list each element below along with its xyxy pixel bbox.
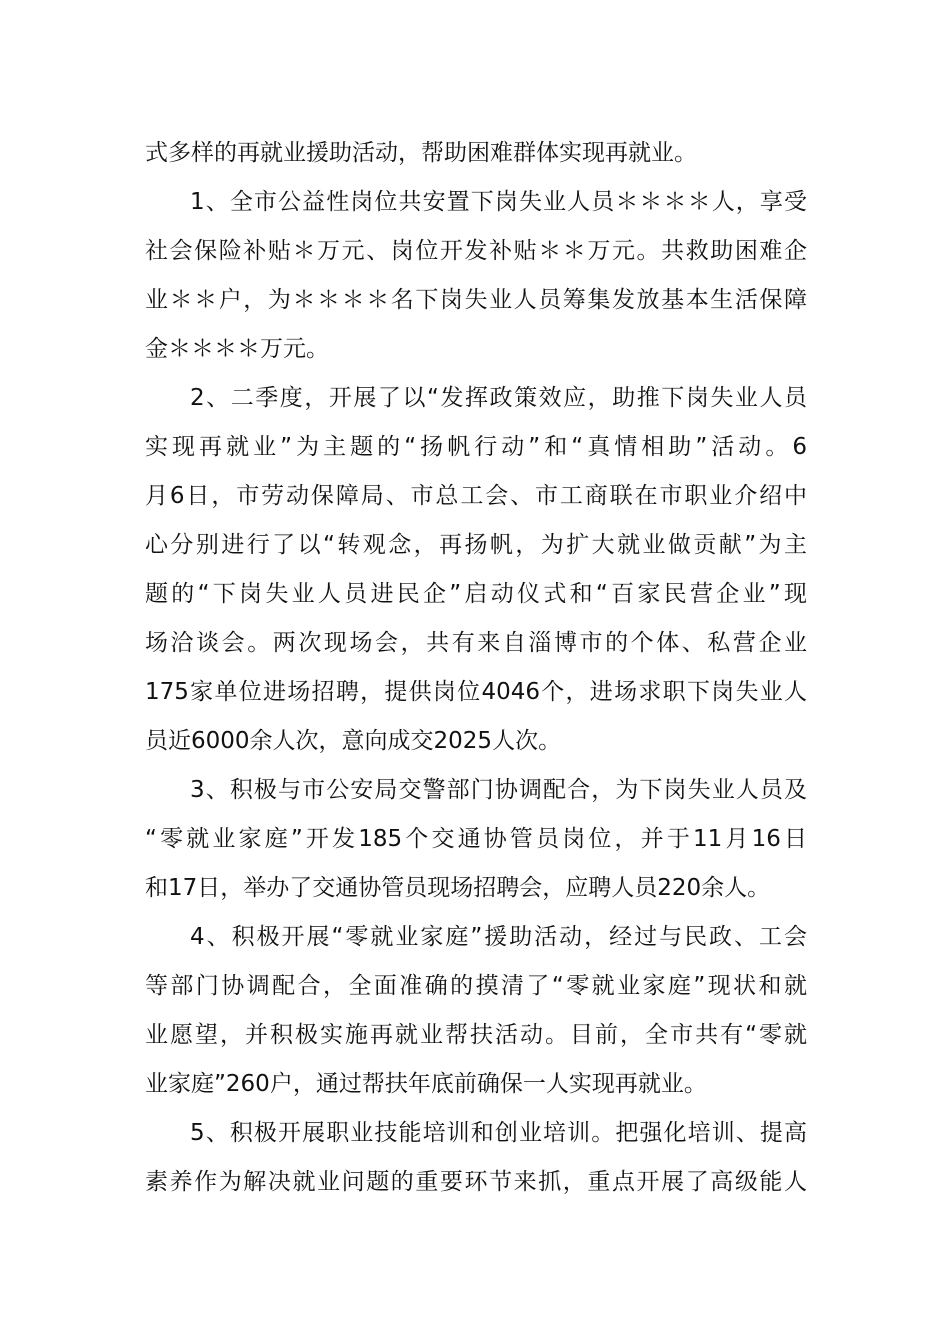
text-line: 社会保险补贴＊万元、岗位开发补贴＊＊万元。共救助困难企 bbox=[145, 238, 807, 264]
text-line: 175家单位进场招聘，提供岗位4046个，进场求职下岗失业人 bbox=[145, 679, 807, 705]
paragraph-1-line: 1、全市公益性岗位共安置下岗失业人员＊＊＊＊人，享受 bbox=[190, 189, 807, 215]
text-line: 等部门协调配合，全面准确的摸清了“零就业家庭”现状和就 bbox=[145, 973, 807, 999]
text-line: 素养作为解决就业问题的重要环节来抓，重点开展了高级能人 bbox=[145, 1169, 807, 1195]
text-line: 心分别进行了以“转观念，再扬帆，为扩大就业做贡献”为主 bbox=[145, 532, 807, 558]
text-line: 场洽谈会。两次现场会，共有来自淄博市的个体、私营企业 bbox=[145, 630, 807, 656]
paragraph-3-line: 3、积极与市公安局交警部门协调配合，为下岗失业人员及 bbox=[190, 777, 807, 803]
text-line: 业家庭”260户，通过帮扶年底前确保一人实现再就业。 bbox=[145, 1071, 707, 1097]
text-line: 题的“下岗失业人员进民企”启动仪式和“百家民营企业”现 bbox=[145, 581, 807, 607]
text-line: 员近6000余人次，意向成交2025人次。 bbox=[145, 728, 562, 754]
text-line: 业愿望，并积极实施再就业帮扶活动。目前，全市共有“零就 bbox=[145, 1022, 807, 1048]
text-line: 和17日，举办了交通协管员现场招聘会，应聘人员220余人。 bbox=[145, 875, 771, 901]
text-line: 实现再就业”为主题的“扬帆行动”和“真情相助”活动。6 bbox=[145, 434, 807, 460]
text-line: 式多样的再就业援助活动，帮助困难群体实现再就业。 bbox=[145, 140, 697, 166]
paragraph-2-line: 2、二季度，开展了以“发挥政策效应，助推下岗失业人员 bbox=[190, 385, 807, 411]
text-line: 金＊＊＊＊万元。 bbox=[145, 336, 329, 362]
text-line: 月6日，市劳动保障局、市总工会、市工商联在市职业介绍中 bbox=[145, 483, 807, 509]
paragraph-5-line: 5、积极开展职业技能培训和创业培训。把强化培训、提高 bbox=[190, 1120, 807, 1146]
text-line: 业＊＊户，为＊＊＊＊名下岗失业人员筹集发放基本生活保障 bbox=[145, 287, 807, 313]
paragraph-4-line: 4、积极开展“零就业家庭”援助活动，经过与民政、工会 bbox=[190, 924, 807, 950]
text-line: “零就业家庭”开发185个交通协管员岗位，并于11月16日 bbox=[145, 826, 807, 852]
